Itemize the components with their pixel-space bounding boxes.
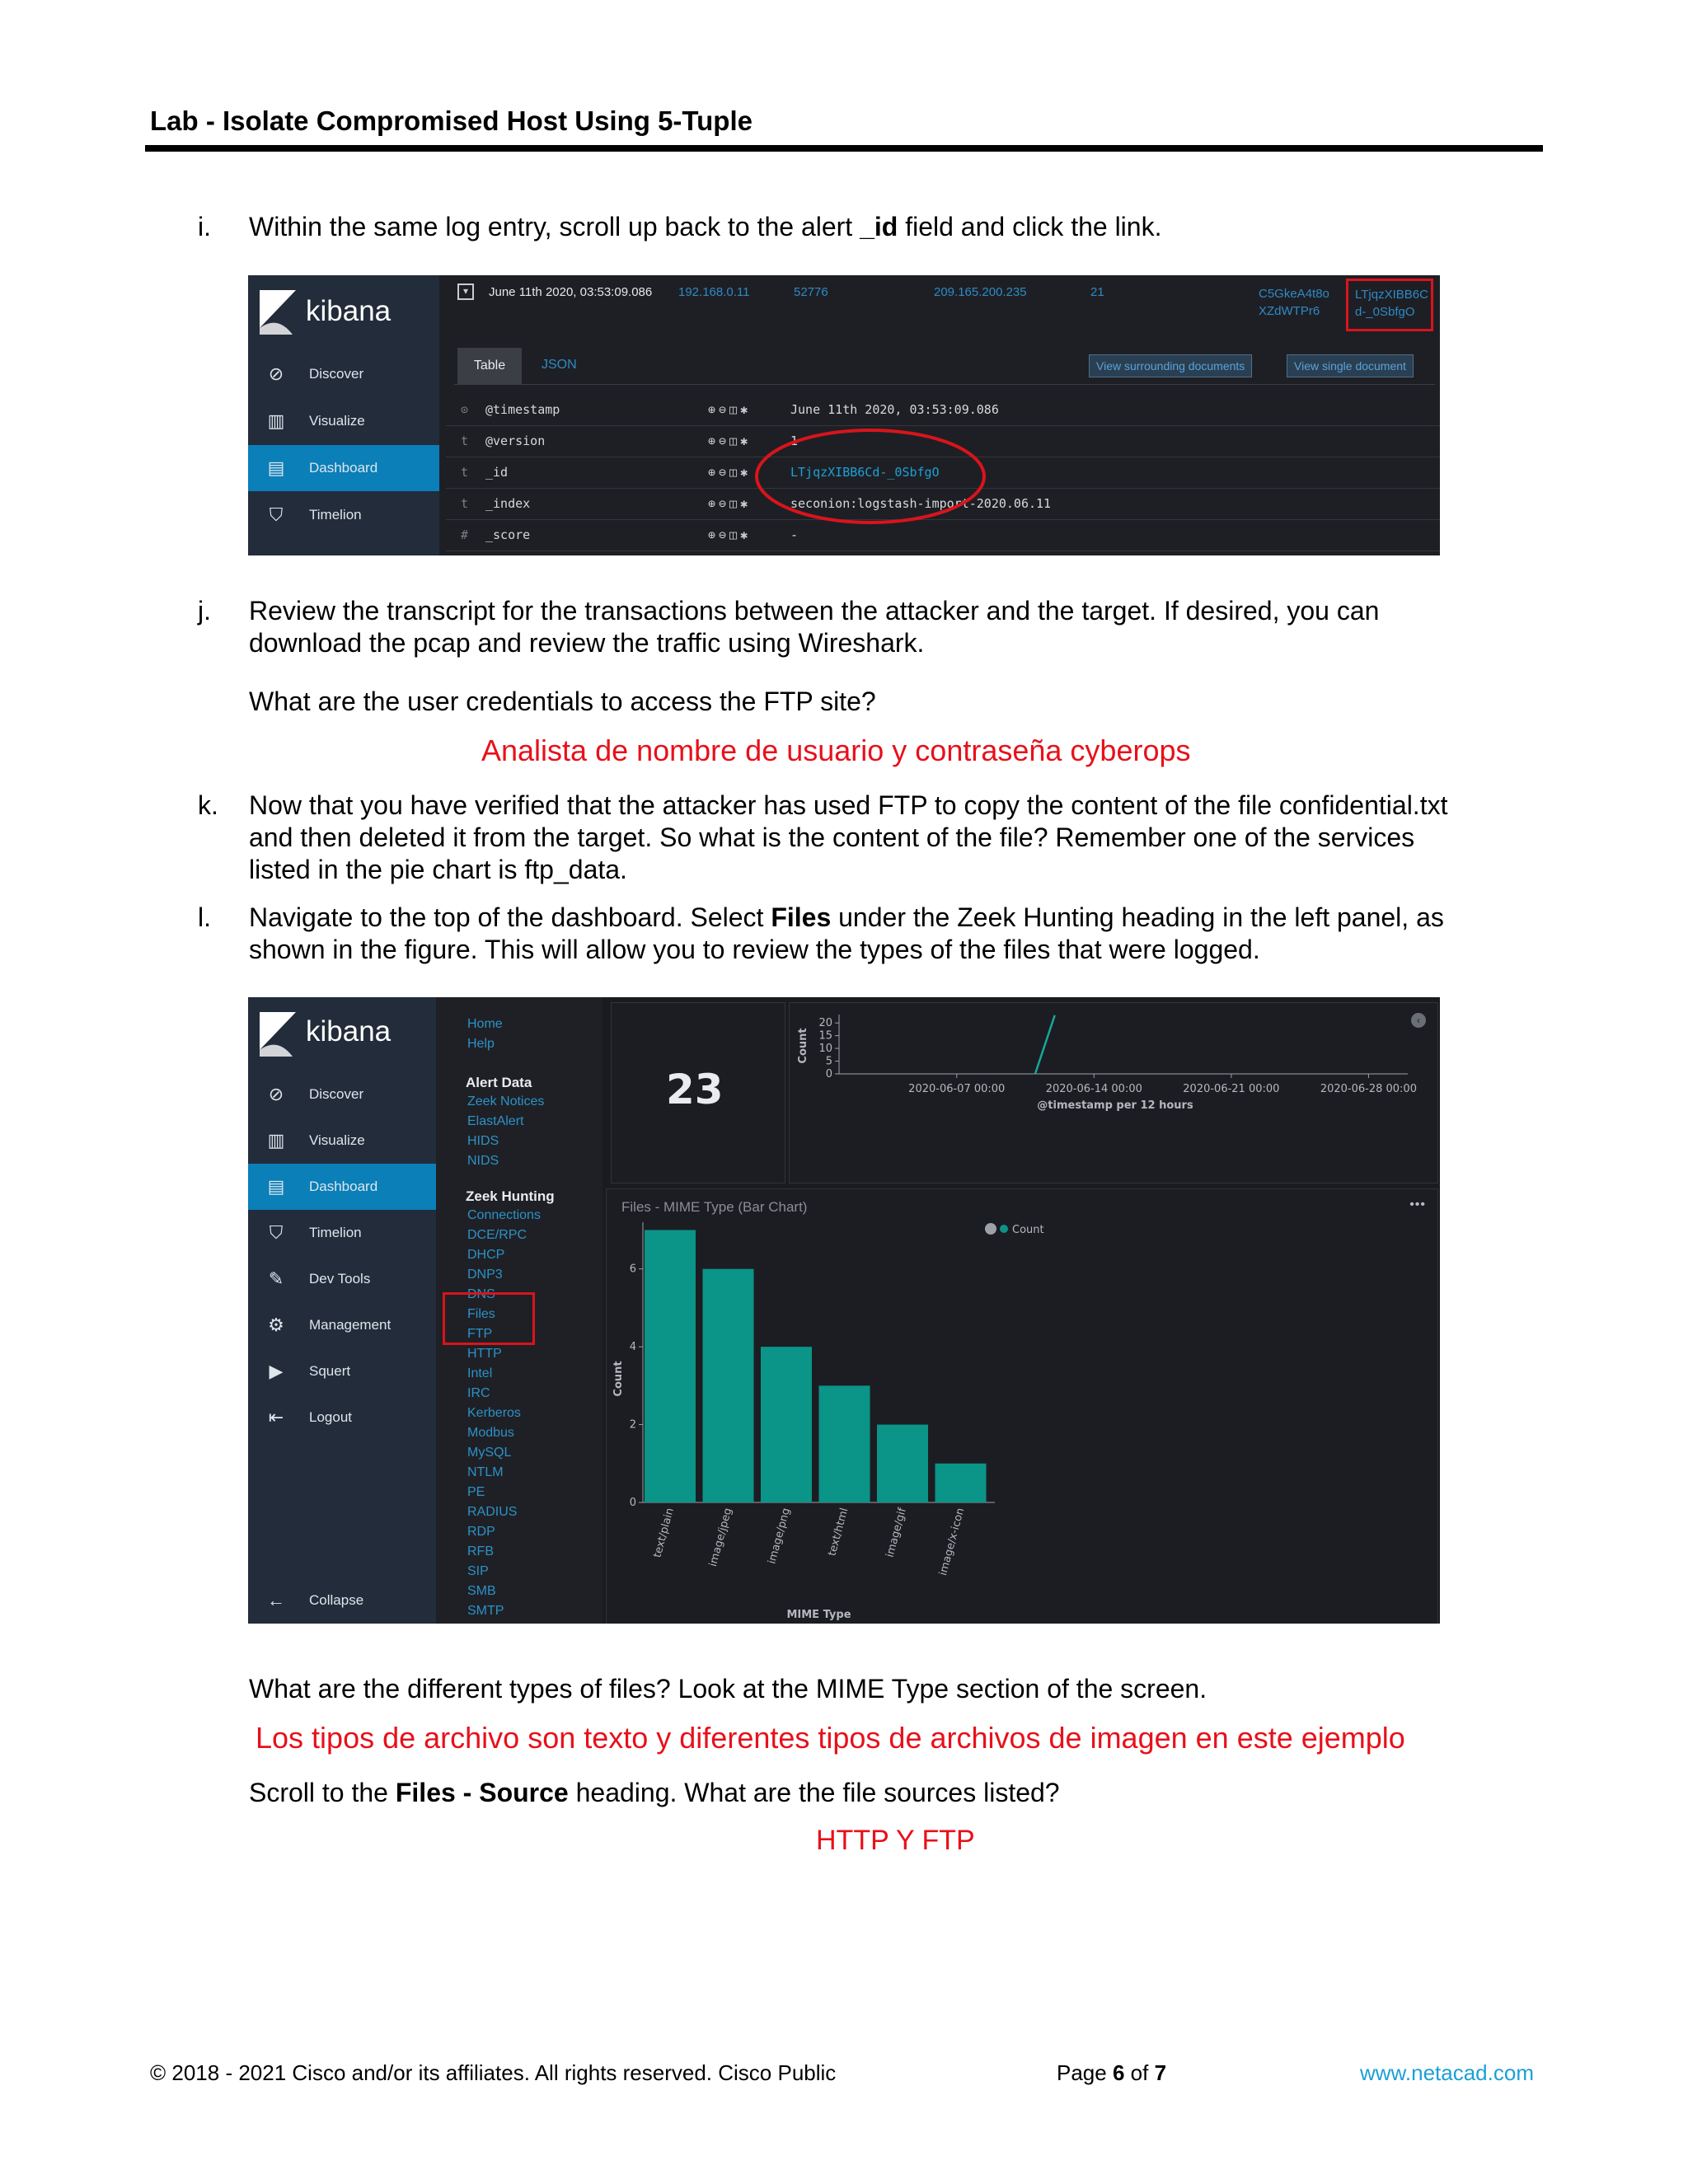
arrow-left-icon: ← — [267, 1590, 285, 1610]
wrench-icon: ✎ — [268, 1268, 284, 1289]
kibana-sidebar — [248, 997, 436, 1624]
menu-alert-nids[interactable]: NIDS — [467, 1154, 499, 1168]
step-i-text-b: field and click the link. — [898, 212, 1162, 241]
field-type-icon: t — [461, 434, 469, 448]
doc-id-line1: LTjqzXIBB6C — [1355, 288, 1428, 302]
step-l-line2: shown in the figure. This will allow you to review the types of the files that were logged. — [249, 935, 1260, 964]
x-tick-label: 2020-06-28 00:00 — [1320, 1083, 1417, 1095]
menu-zeek-dns[interactable]: DNS — [467, 1287, 495, 1301]
menu-zeek-connections[interactable]: Connections — [467, 1208, 541, 1222]
answer-file-sources: HTTP Y FTP — [816, 1825, 975, 1856]
metric-count: 23 — [666, 1066, 724, 1113]
menu-zeek-pe[interactable]: PE — [467, 1485, 485, 1499]
bar-image-jpeg — [703, 1269, 754, 1502]
bar-image-gif — [877, 1425, 928, 1502]
timeline-chart — [790, 1003, 1437, 1183]
menu-zeek-intel[interactable]: Intel — [467, 1366, 493, 1380]
metric-panel — [611, 1002, 785, 1183]
logout-icon: ⇤ — [268, 1407, 284, 1427]
menu-alert-hids[interactable]: HIDS — [467, 1134, 499, 1148]
y-tick-label: 5 — [825, 1055, 832, 1068]
bar-text-html — [819, 1385, 870, 1502]
field-action-icons[interactable]: ⊕⊖◫✱ — [708, 527, 752, 542]
menu-help[interactable]: Help — [467, 1037, 495, 1051]
nav-collapse[interactable] — [248, 1577, 436, 1624]
page-total: 7 — [1154, 2060, 1167, 2085]
doc-id-line2: d-_0SbfgO — [1355, 305, 1415, 319]
nav-management-label: Management — [309, 1317, 392, 1333]
x-tick-label: image/gif — [884, 1507, 909, 1559]
field-name: _score — [485, 527, 531, 542]
field-type-icon: ⊙ — [461, 402, 469, 417]
bar-chart-icon: ▥ — [267, 410, 285, 431]
menu-zeek-mysql[interactable]: MySQL — [467, 1446, 512, 1460]
doc-timestamp: June 11th 2020, 03:53:09.086 — [489, 285, 653, 299]
menu-zeek-http[interactable]: HTTP — [467, 1347, 502, 1361]
y-tick-label: 10 — [818, 1043, 832, 1056]
doc-id-highlight[interactable] — [1346, 279, 1433, 331]
step-l-bold: Files — [771, 902, 832, 932]
x-tick-label: image/x-icon — [937, 1507, 968, 1577]
y-axis-title: Count — [797, 1028, 809, 1064]
nav-visualize[interactable] — [248, 1118, 436, 1164]
step-l-text-a: Navigate to the top of the dashboard. Select — [249, 902, 771, 932]
zeek-hunting-heading: Zeek Hunting — [466, 1188, 555, 1204]
bar-chart-icon: ▥ — [267, 1130, 285, 1151]
x-tick-label: 2020-06-14 00:00 — [1045, 1083, 1142, 1095]
nav-discover[interactable] — [248, 351, 439, 397]
doc-uid-line1: C5GkeA4t8o — [1259, 287, 1329, 301]
files-highlight-box — [443, 1292, 535, 1345]
nav-discover-label: Discover — [309, 366, 364, 382]
step-i-text-a: Within the same log entry, scroll up back to the alert — [249, 212, 860, 241]
nav-dashboard-label: Dashboard — [309, 460, 378, 476]
x-tick-label: image/png — [766, 1507, 793, 1566]
menu-zeek-smb[interactable]: SMB — [467, 1584, 496, 1598]
kibana-logo-icon — [260, 1012, 296, 1057]
footer-page — [1057, 2060, 1166, 2086]
nav-squert-label: Squert — [309, 1363, 351, 1379]
kibana-sidebar — [248, 275, 439, 555]
menu-zeek-kerberos[interactable]: Kerberos — [467, 1406, 521, 1420]
footer-copyright: © 2018 - 2021 Cisco and/or its affiliates. All rights reserved. Cisco Public — [150, 2060, 837, 2085]
nav-dev-tools[interactable] — [248, 1256, 436, 1302]
y-tick-label: 4 — [629, 1341, 636, 1354]
nav-squert[interactable] — [248, 1348, 436, 1394]
step-k-line2: and then deleted it from the target. So what is the content of the file? Remember one of the services — [249, 823, 1415, 852]
menu-zeek-files[interactable]: Files — [467, 1307, 495, 1321]
x-tick-label: text/plain — [651, 1507, 677, 1559]
page-number: 6 — [1112, 2060, 1125, 2085]
question2-text-b: heading. What are the file sources listed? — [568, 1778, 1060, 1807]
menu-zeek-smtp[interactable]: SMTP — [467, 1604, 504, 1618]
kibana-logo-icon — [260, 290, 296, 335]
question2-text-a: Scroll to the — [249, 1778, 396, 1807]
nav-discover[interactable] — [248, 1071, 436, 1118]
menu-zeek-rdp[interactable]: RDP — [467, 1525, 495, 1539]
x-tick-label: image/jpeg — [706, 1507, 735, 1568]
nav-timelion[interactable] — [248, 492, 439, 538]
x-tick-label: text/html — [826, 1507, 851, 1558]
y-tick-label: 15 — [818, 1029, 832, 1043]
kibana-brand: kibana — [306, 295, 392, 327]
nav-management[interactable] — [248, 1302, 436, 1348]
x-axis-title: MIME Type — [786, 1609, 851, 1621]
question2-bold: Files - Source — [395, 1778, 569, 1807]
field-value: - — [790, 527, 799, 542]
step-marker-k: k. — [198, 790, 218, 820]
play-circle-icon: ▶ — [269, 1361, 284, 1381]
field-action-icons[interactable]: ⊕⊖◫✱ — [708, 402, 752, 417]
step-j-line2: download the pcap and review the traffic using Wireshark. — [249, 628, 925, 658]
field-type-icon: t — [461, 465, 469, 480]
panel-collapse-icon[interactable]: ‹ — [1411, 1013, 1426, 1028]
menu-zeek-ftp[interactable]: FTP — [467, 1327, 493, 1341]
field-type-icon: # — [461, 527, 469, 542]
kibana-brand: kibana — [306, 1015, 392, 1047]
page-of: of — [1124, 2060, 1155, 2085]
timeline-panel — [789, 1002, 1438, 1183]
menu-zeek-modbus[interactable]: Modbus — [467, 1426, 514, 1440]
field-row — [446, 394, 1440, 426]
menu-home[interactable]: Home — [467, 1017, 503, 1031]
step-marker-i: i. — [198, 212, 211, 241]
legend-toggle-icon — [985, 1223, 996, 1235]
step-i-bold: _id — [860, 212, 898, 241]
x-tick-label: 2020-06-21 00:00 — [1183, 1083, 1280, 1095]
nav-dev-tools-label: Dev Tools — [309, 1271, 371, 1286]
view-single-button[interactable]: View single document — [1287, 354, 1414, 377]
bar-image-png — [761, 1347, 812, 1502]
nav-visualize-label: Visualize — [309, 1132, 365, 1148]
header-rule — [145, 145, 1543, 152]
y-axis-title: Count — [612, 1361, 625, 1397]
field-value: 1 — [790, 434, 799, 448]
y-tick-label: 6 — [629, 1263, 636, 1276]
document-title: Lab - Isolate Compromised Host Using 5-Tuple — [150, 105, 753, 136]
answer-credentials: Analista de nombre de usuario y contraseña cyberops — [481, 733, 1191, 767]
nav-timelion-label: Timelion — [309, 1225, 362, 1240]
menu-zeek-radius[interactable]: RADIUS — [467, 1505, 518, 1519]
kibana-document-screenshot — [248, 275, 1440, 555]
nav-timelion-label: Timelion — [309, 507, 362, 523]
menu-zeek-ntlm[interactable]: NTLM — [467, 1465, 504, 1479]
menu-zeek-dnp3[interactable]: DNP3 — [467, 1268, 503, 1282]
step-l-text-b: under the Zeek Hunting heading in the left panel, as — [831, 902, 1444, 932]
step-j-question: What are the user credentials to access the FTP site? — [249, 687, 876, 716]
menu-zeek-dhcp[interactable]: DHCP — [467, 1248, 505, 1262]
doc-dst-ip: 209.165.200.235 — [934, 285, 1027, 299]
field-name: @timestamp — [485, 402, 560, 417]
step-l-line1 — [249, 902, 1444, 934]
doc-dst-port: 21 — [1090, 285, 1104, 299]
mime-type-bar-chart — [607, 1189, 1437, 1624]
panel-title: Files - MIME Type (Bar Chart) — [621, 1199, 808, 1215]
menu-zeek-irc[interactable]: IRC — [467, 1386, 490, 1400]
field-value: seconion:logstash-import-2020.06.11 — [790, 496, 1052, 511]
y-tick-label: 0 — [629, 1497, 636, 1509]
menu-alert-zeek-notices[interactable]: Zeek Notices — [467, 1094, 545, 1108]
legend-label: Count — [1012, 1224, 1044, 1236]
field-id-link[interactable]: LTjqzXIBB6Cd-_0SbfgO — [790, 465, 940, 480]
nav-visualize[interactable] — [248, 398, 439, 444]
x-tick-label: 2020-06-07 00:00 — [908, 1083, 1006, 1095]
y-tick-label: 0 — [825, 1068, 832, 1080]
y-tick-label: 2 — [629, 1418, 636, 1432]
bar-text-plain — [645, 1230, 696, 1502]
step-marker-l: l. — [198, 902, 211, 932]
doc-src-ip: 192.168.0.11 — [678, 285, 750, 299]
field-name: _id — [485, 465, 509, 480]
kibana-dashboard-screenshot — [248, 997, 1440, 1624]
nav-collapse-label: Collapse — [309, 1592, 364, 1608]
menu-zeek-sip[interactable]: SIP — [467, 1564, 489, 1578]
step-k-line1: Now that you have verified that the attacker has used FTP to copy the content of the file confidential.txt — [249, 790, 1448, 820]
step-l-question1: What are the different types of files? Look at the MIME Type section of the screen. — [249, 1674, 1207, 1704]
nav-dashboard-label: Dashboard — [309, 1179, 378, 1194]
gear-icon: ⚙ — [268, 1315, 284, 1335]
tab-table[interactable]: Table — [457, 348, 522, 384]
step-l-question2 — [249, 1777, 1060, 1809]
field-action-icons[interactable]: ⊕⊖◫✱ — [708, 434, 752, 448]
nav-dashboard[interactable] — [248, 445, 439, 491]
field-action-icons[interactable]: ⊕⊖◫✱ — [708, 465, 752, 480]
timelion-icon: ⛉ — [269, 504, 284, 525]
field-name: _index — [485, 496, 531, 511]
step-i-text — [249, 211, 1161, 243]
page-prefix: Page — [1057, 2060, 1113, 2085]
nav-dashboard[interactable] — [248, 1164, 436, 1210]
dashboard-icon: ▤ — [267, 457, 285, 478]
field-value: June 11th 2020, 03:53:09.086 — [790, 402, 999, 417]
step-j-line1: Review the transcript for the transactions between the attacker and the target. If desired, you can — [249, 596, 1380, 626]
nav-logout[interactable] — [248, 1394, 436, 1441]
answer-file-types: Los tipos de archivo son texto y diferentes tipos de archivos de imagen en este ejemplo — [256, 1721, 1405, 1755]
nav-logout-label: Logout — [309, 1409, 352, 1425]
menu-alert-elastalert[interactable]: ElastAlert — [467, 1114, 524, 1128]
compass-icon: ⊘ — [268, 363, 284, 384]
step-k-line3: listed in the pie chart is ftp_data. — [249, 855, 627, 884]
mime-type-panel — [606, 1188, 1438, 1624]
legend-swatch — [1000, 1225, 1008, 1233]
timelion-icon: ⛉ — [269, 1222, 284, 1243]
y-tick-label: 20 — [818, 1017, 832, 1030]
menu-zeek-dce-rpc[interactable]: DCE/RPC — [467, 1228, 528, 1242]
doc-uid — [1259, 285, 1329, 320]
menu-zeek-rfb[interactable]: RFB — [467, 1544, 494, 1558]
step-marker-j: j. — [198, 596, 211, 626]
field-action-icons[interactable]: ⊕⊖◫✱ — [708, 496, 752, 511]
x-axis-title: @timestamp per 12 hours — [1037, 1099, 1193, 1112]
doc-uid-line2: XZdWTPr6 — [1259, 304, 1320, 318]
bar-image-x-icon — [935, 1464, 987, 1502]
red-circle-annotation — [751, 425, 990, 532]
panel-options-icon[interactable]: ••• — [1409, 1197, 1426, 1212]
footer-url-link[interactable]: www.netacad.com — [1360, 2060, 1534, 2085]
collapse-doc-toggle[interactable]: ▾ — [457, 284, 474, 300]
field-type-icon: t — [461, 496, 469, 511]
timeline-series-line — [1035, 1015, 1055, 1074]
field-name: @version — [485, 434, 546, 448]
compass-icon: ⊘ — [268, 1084, 284, 1104]
dashboard-icon: ▤ — [267, 1176, 285, 1197]
nav-visualize-label: Visualize — [309, 413, 365, 429]
doc-src-port: 52776 — [794, 285, 828, 299]
alert-data-heading: Alert Data — [466, 1075, 532, 1090]
nav-discover-label: Discover — [309, 1086, 364, 1102]
nav-timelion[interactable] — [248, 1210, 436, 1256]
view-surrounding-button[interactable]: View surrounding documents — [1089, 354, 1252, 377]
tab-json[interactable]: JSON — [542, 358, 577, 372]
